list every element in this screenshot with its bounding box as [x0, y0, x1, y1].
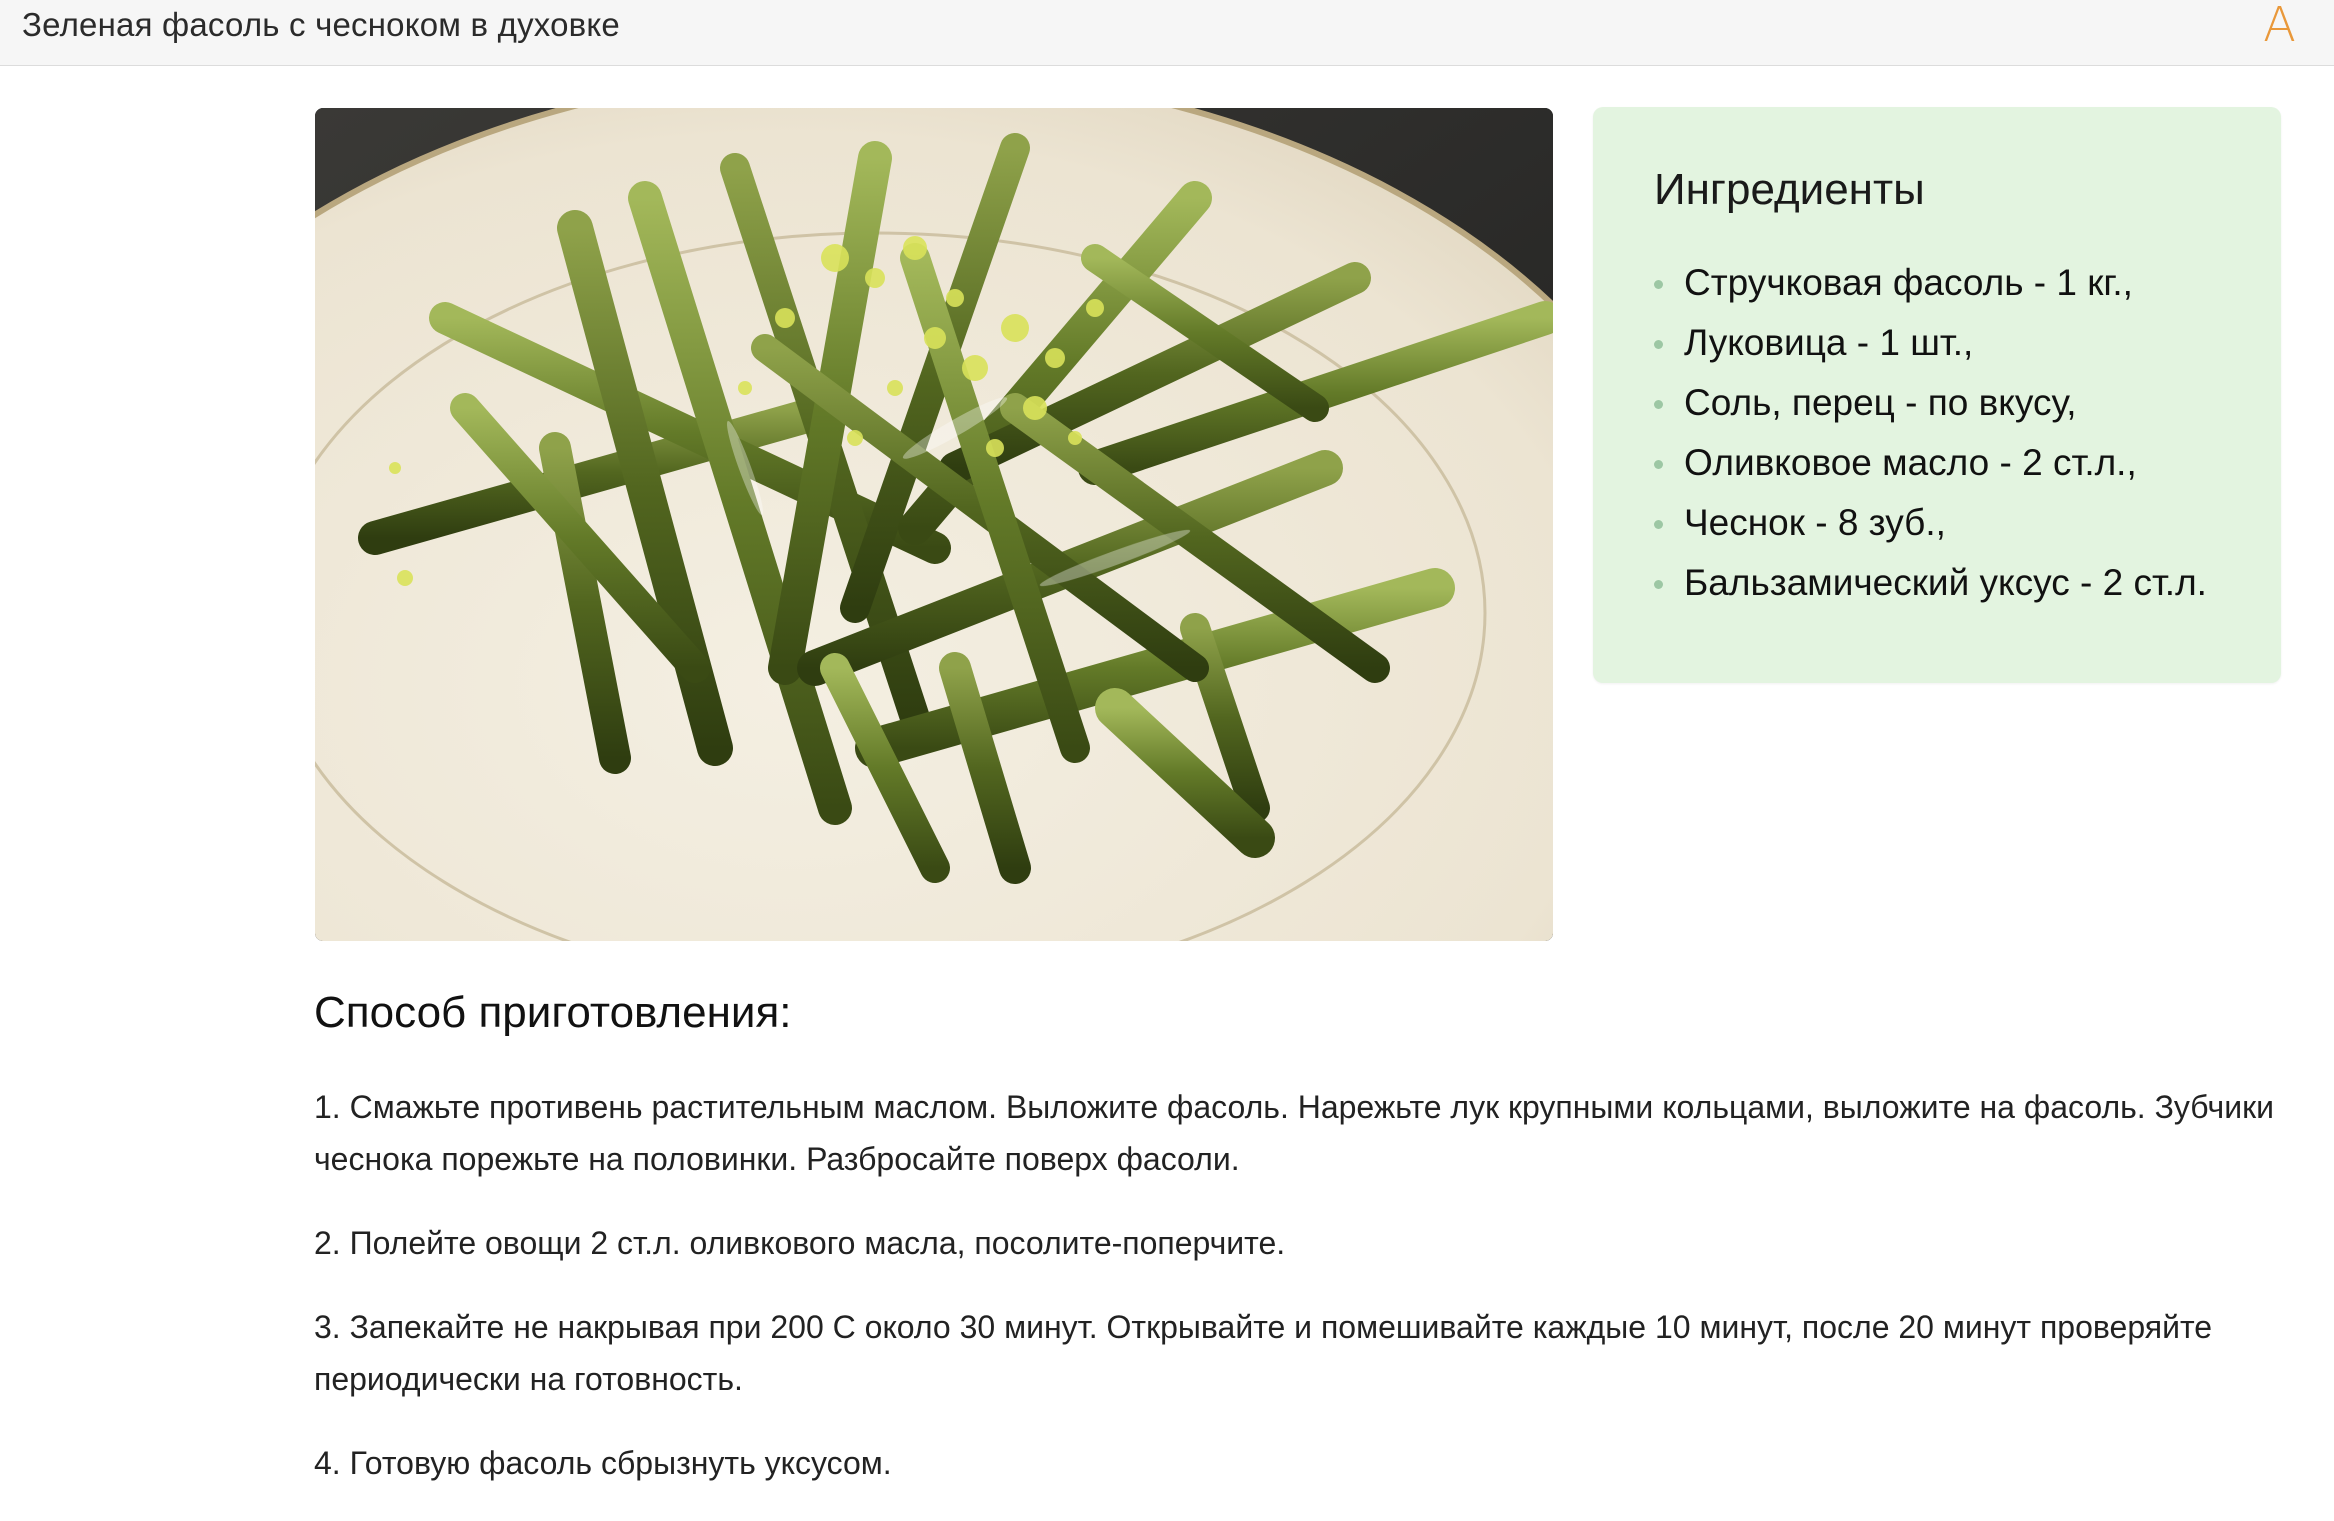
bullet-icon [1654, 460, 1663, 469]
step-text: 2. Полейте овощи 2 ст.л. оливкового масла, посолите-поперчите. [314, 1225, 1286, 1261]
bullet-icon [1654, 520, 1663, 529]
list-item [1654, 253, 2281, 313]
list-item [1654, 373, 2281, 433]
method-steps [314, 1081, 2294, 1521]
bullet-icon [1654, 400, 1663, 409]
list-item [1654, 433, 2281, 493]
bullet-icon [1654, 580, 1663, 589]
list-item [1654, 493, 2281, 553]
ingredients-panel [1593, 107, 2281, 683]
ingredient-text: Луковица - 1 шт., [1684, 322, 1974, 363]
ingredients-list [1654, 253, 2281, 613]
step-text: 3. Запекайте не накрывая при 200 С около 30 минут. Открывайте и помешивайте каждые 10 минут, после 20 минут проверяйте периодически на готовность. [314, 1309, 2213, 1397]
step-text: 1. Смажьте противень растительным маслом. Выложите фасоль. Нарежьте лук крупными кольцами, выложите на фасоль. Зубчики чеснока порежьте на половинки. Разбросайте поверх фасоли. [314, 1089, 2274, 1177]
ingredients-heading: Ингредиенты [1654, 165, 1925, 214]
method-heading: Способ приготовления: [314, 988, 792, 1037]
page-title: Зеленая фасоль с чесноком в духовке [22, 6, 620, 43]
recipe-photo [315, 108, 1553, 941]
ingredient-text: Стручковая фасоль - 1 кг., [1684, 262, 2133, 303]
list-item [1654, 313, 2281, 373]
list-item [1654, 553, 2281, 613]
step-text: 4. Готовую фасоль сбрызнуть уксусом. [314, 1445, 892, 1481]
ingredient-text: Соль, перец - по вкусу, [1684, 382, 2077, 423]
green-beans-plate-image [315, 108, 1553, 941]
bullet-icon [1654, 280, 1663, 289]
ingredient-text: Чеснок - 8 зуб., [1684, 502, 1946, 543]
reader-font-icon[interactable]: A [2263, 0, 2296, 53]
bullet-icon [1654, 340, 1663, 349]
ingredient-text: Оливковое масло - 2 ст.л., [1684, 442, 2137, 483]
title-bar [0, 0, 2334, 66]
ingredient-text: Бальзамический уксус - 2 ст.л. [1684, 562, 2207, 603]
